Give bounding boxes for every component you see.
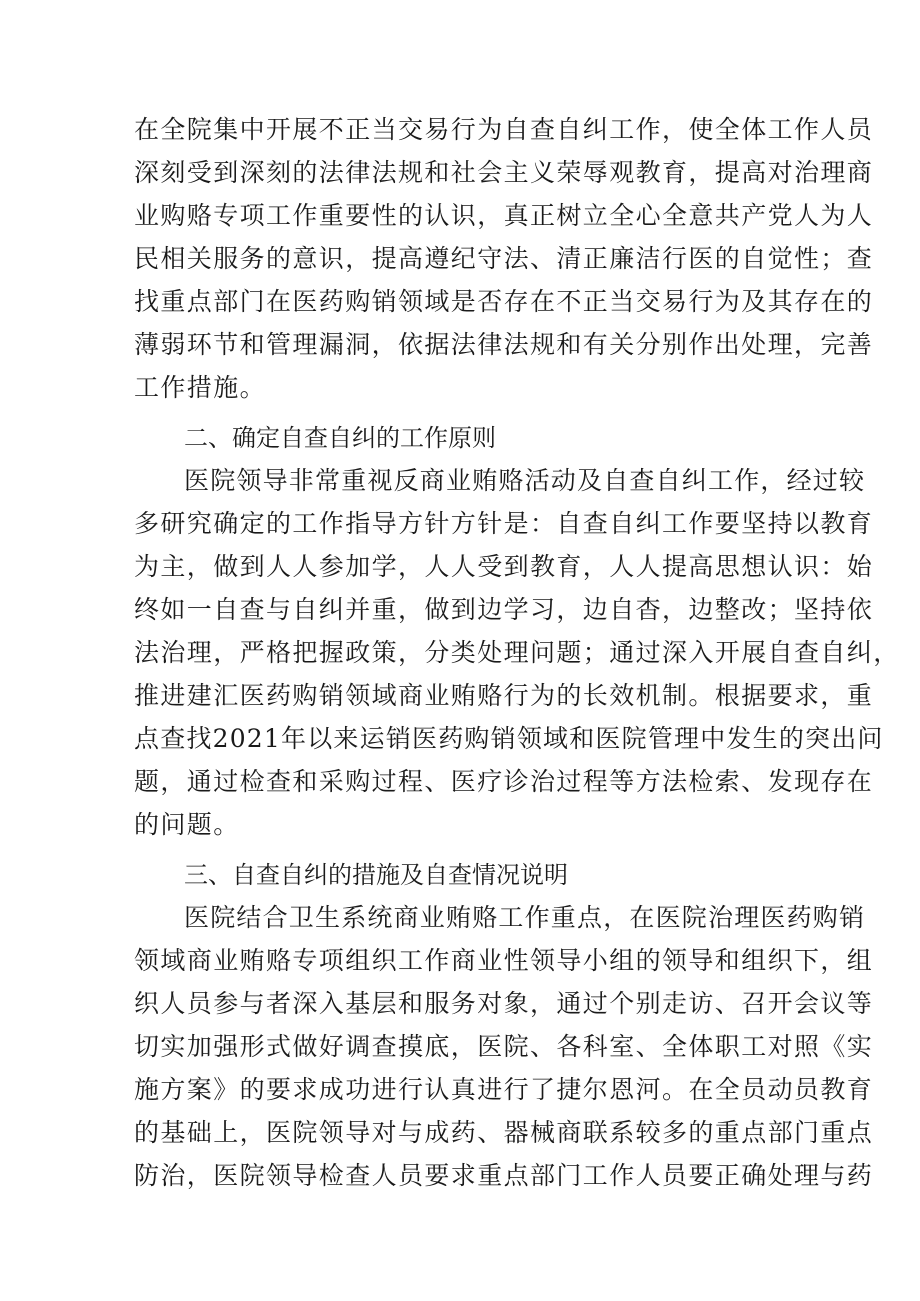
paragraph-line: 的问题。	[134, 810, 240, 839]
paragraph-line: 题，通过检查和采购过程、医疗诊治过程等方法检索、发现存在	[134, 767, 874, 796]
paragraph-line: 找重点部门在医药购销领域是否存在不正当交易行为及其存在的	[134, 287, 874, 316]
paragraph-line: 的基础上，医院领导对与成药、器械商联系较多的重点部门重点	[134, 1118, 874, 1147]
paragraph-line: 为主，做到人人参加学，人人受到教育，人人提高思想认识：始	[134, 552, 874, 581]
section-heading: 二、确定自查自纠的工作原则	[184, 424, 496, 452]
paragraph-line: 推进建汇医药购销领域商业贿赂行为的长效机制。根据要求，重	[134, 681, 874, 710]
paragraph-line: 领域商业贿赂专项组织工作商业性领导小组的领导和组织下，组	[134, 946, 874, 975]
paragraph-line: 医院领导非常重视反商业贿赂活动及自查自纠工作，经过较	[184, 466, 866, 495]
paragraph-line: 终如一自查与自纠并重，做到边学习，边自杳，边整改；坚持依	[134, 595, 874, 624]
paragraph-line: 工作措施。	[134, 373, 267, 402]
paragraph-line: 切实加强形式做好调查摸底，医院、各科室、全体职工对照《实	[134, 1032, 874, 1061]
paragraph-line: 在全院集中开展不正当交易行为自查自纠工作，使全体工作人员	[134, 115, 874, 144]
paragraph-line: 织人员参与者深入基层和服务对象，通过个别走访、召开会议等	[134, 989, 874, 1018]
paragraph-line: 法治理，严格把握政策，分类处理问题；通过深入开展自查自纠，	[134, 638, 900, 667]
paragraph-line: 多研究确定的工作指导方针方针是：自查自纠工作要坚持以教育	[134, 509, 874, 538]
paragraph-line: 点查找2021年以来运销医药购销领域和医院管理中发生的突出问	[134, 724, 884, 753]
paragraph-line: 防治，医院领导检查人员要求重点部门工作人员要正确处理与药	[134, 1161, 874, 1190]
paragraph-line: 民相关服务的意识，提高遵纪守法、清正廉洁行医的自觉性；查	[134, 244, 874, 273]
paragraph-line: 薄弱环节和管理漏洞，依据法律法规和有关分别作出处理，完善	[134, 330, 874, 359]
paragraph-line: 医院结合卫生系统商业贿赂工作重点，在医院治理医药购销	[184, 903, 866, 932]
paragraph-line: 业购赂专项工作重要性的认识，真正树立全心全意共产党人为人	[134, 201, 874, 230]
paragraph-line: 深刻受到深刻的法律法规和社会主义荣辱观教育，提高对治理商	[134, 158, 874, 187]
section-heading: 三、自查自纠的措施及自查情况说明	[184, 861, 568, 889]
paragraph-line: 施方案》的要求成功进行认真进行了捷尔恩河。在全员动员教育	[134, 1075, 874, 1104]
